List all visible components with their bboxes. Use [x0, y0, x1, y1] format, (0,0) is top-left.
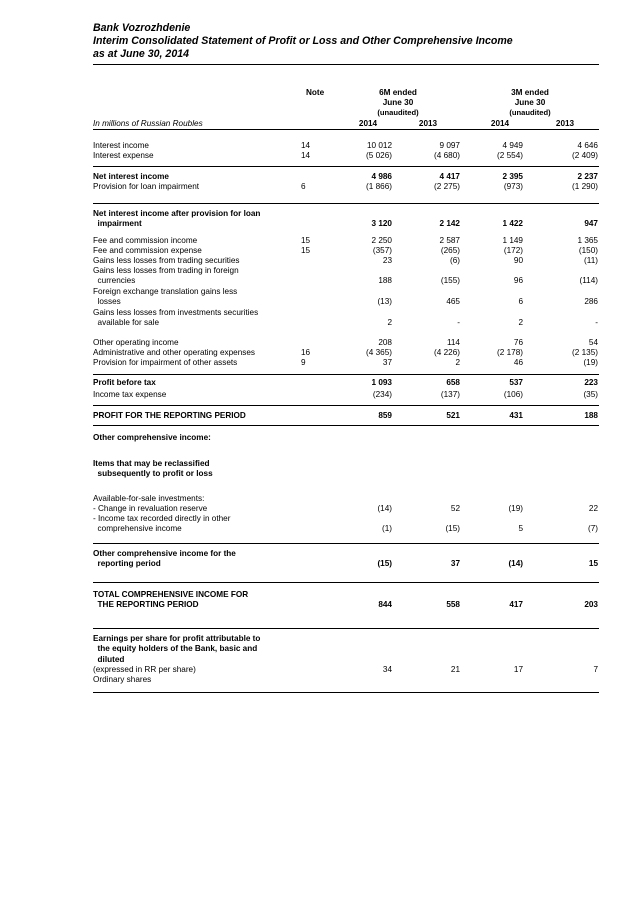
row-value: 37: [382, 358, 392, 367]
row-value: 54: [588, 338, 598, 347]
row-value: -: [457, 318, 460, 328]
row-divider: [93, 203, 599, 204]
row-value: (5 026): [366, 151, 392, 160]
row-value: 46: [513, 358, 523, 367]
row-value: 558: [446, 600, 460, 610]
row-value: 431: [509, 411, 523, 420]
row-value: (19): [508, 504, 523, 513]
row-value: (973): [503, 182, 523, 191]
row-value: 537: [509, 378, 523, 387]
row-label: Administrative and other operating expenses: [93, 348, 256, 357]
row-value: 465: [446, 297, 460, 307]
row-label: Provision for impairment of other assets: [93, 358, 238, 367]
row-note: 15: [301, 246, 311, 255]
row-label: Gains less losses from trading securities: [93, 256, 240, 265]
row-value: 188: [378, 276, 392, 286]
group2-status: (unaudited): [509, 108, 551, 117]
row-value: 4 949: [502, 141, 523, 150]
row-value: 9 097: [439, 141, 460, 150]
company-name: Bank Vozrozhdenie: [93, 22, 191, 34]
row-value: 76: [513, 338, 523, 347]
row-value: (172): [503, 246, 523, 255]
row-label: - Change in revaluation reserve: [93, 504, 208, 513]
row-value: (15): [445, 524, 460, 534]
row-value: 2 587: [439, 236, 460, 245]
row-value: 286: [584, 297, 598, 307]
row-label: Ordinary shares: [93, 675, 152, 684]
row-value: (1 866): [366, 182, 392, 191]
row-value: (2 178): [497, 348, 523, 357]
row-value: (114): [579, 276, 598, 286]
group1-status: (unaudited): [377, 108, 419, 117]
row-value: 947: [584, 219, 598, 229]
row-label: Net interest income: [93, 172, 169, 181]
row-value: 114: [446, 338, 460, 347]
row-value: (13): [377, 297, 392, 307]
year-2014-3m: 2014: [490, 119, 510, 128]
row-value: (14): [508, 559, 523, 569]
row-value: (2 554): [497, 151, 523, 160]
row-value: 23: [382, 256, 392, 265]
row-value: 10 012: [366, 141, 392, 150]
row-value: 4 646: [577, 141, 598, 150]
row-value: 2: [455, 358, 460, 367]
row-value: 417: [509, 600, 523, 610]
row-note: 16: [301, 348, 311, 357]
row-value: 2: [518, 318, 523, 328]
row-value: (155): [440, 276, 460, 286]
row-value: 4 417: [439, 172, 460, 181]
row-value: 1 149: [502, 236, 523, 245]
row-divider: [93, 405, 599, 406]
row-label: Income tax expense: [93, 390, 167, 399]
row-value: (2 409): [572, 151, 598, 160]
row-value: (15): [377, 559, 392, 569]
row-note: 14: [301, 151, 311, 160]
row-value: (106): [503, 390, 523, 399]
row-value: 34: [382, 665, 392, 674]
row-label: Other comprehensive income:: [93, 433, 211, 442]
row-divider: [93, 692, 599, 693]
row-value: 859: [378, 411, 392, 420]
row-value: 90: [513, 256, 523, 265]
row-value: 52: [450, 504, 460, 513]
row-value: 7: [593, 665, 598, 674]
row-divider: [93, 628, 599, 629]
group2-subtitle: June 30: [514, 98, 546, 107]
row-value: 2 395: [502, 172, 523, 181]
row-value: 22: [588, 504, 598, 513]
row-label: (expressed in RR per share): [93, 665, 196, 674]
row-value: (7): [587, 524, 598, 534]
row-value: 5: [518, 524, 523, 534]
statement-title: Interim Consolidated Statement of Profit or Loss and Other Comprehensive Income: [93, 35, 513, 47]
column-header-divider: [93, 129, 599, 130]
row-label: - Income tax recorded directly in other comprehensive income: [93, 514, 231, 534]
row-label: TOTAL COMPREHENSIVE INCOME FOR THE REPORTING PERIOD: [93, 590, 249, 610]
row-value: (4 226): [434, 348, 460, 357]
row-label: Gains less losses from investments securities available for sale: [93, 308, 259, 328]
units-label: In millions of Russian Roubles: [93, 119, 203, 128]
row-value: 1 422: [502, 219, 523, 229]
row-label: Gains less losses from trading in foreign currencies: [93, 266, 239, 286]
row-value: (4 680): [434, 151, 460, 160]
row-value: (2 275): [434, 182, 460, 191]
row-label: Other operating income: [93, 338, 179, 347]
row-value: (35): [583, 390, 598, 399]
row-value: 844: [378, 600, 392, 610]
row-value: (265): [440, 246, 460, 255]
row-divider: [93, 425, 599, 426]
note-column-header: Note: [306, 88, 325, 97]
group1-title: 6M ended: [379, 88, 417, 97]
row-divider: [93, 166, 599, 167]
row-note: 6: [301, 182, 306, 191]
row-value: (137): [440, 390, 460, 399]
row-divider: [93, 374, 599, 375]
row-value: 3 120: [371, 219, 392, 229]
row-value: (4 365): [366, 348, 392, 357]
row-value: 2 142: [439, 219, 460, 229]
row-value: (2 135): [572, 348, 598, 357]
row-label: PROFIT FOR THE REPORTING PERIOD: [93, 411, 246, 420]
row-value: 203: [584, 600, 598, 610]
row-label: Foreign exchange translation gains less losses: [93, 287, 238, 307]
row-label: Available-for-sale investments:: [93, 494, 205, 503]
year-2013-3m: 2013: [555, 119, 575, 128]
row-value: 6: [518, 297, 523, 307]
row-value: 96: [513, 276, 523, 286]
year-2013-6m: 2013: [418, 119, 438, 128]
year-2014-6m: 2014: [358, 119, 378, 128]
row-value: 521: [446, 411, 460, 420]
row-value: (357): [372, 246, 392, 255]
row-label: Other comprehensive income for the reporting period: [93, 549, 236, 569]
row-value: 208: [378, 338, 392, 347]
row-value: (150): [578, 246, 598, 255]
row-value: 658: [446, 378, 460, 387]
row-value: 188: [584, 411, 598, 420]
row-value: (19): [583, 358, 598, 367]
row-label: Items that may be reclassified subsequently to profit or loss: [93, 459, 213, 479]
row-value: 17: [513, 665, 523, 674]
row-value: 223: [584, 378, 598, 387]
row-value: 1 093: [371, 378, 392, 387]
group2-title: 3M ended: [511, 88, 549, 97]
document-header: [93, 22, 599, 61]
group1-subtitle: June 30: [382, 98, 414, 107]
row-value: -: [595, 318, 598, 328]
row-value: 2 250: [371, 236, 392, 245]
row-value: 15: [588, 559, 598, 569]
row-value: 2 237: [577, 172, 598, 181]
row-value: (1): [381, 524, 392, 534]
row-label: Fee and commission income: [93, 236, 198, 245]
row-value: (234): [372, 390, 392, 399]
row-label: Net interest income after provision for loan impairment: [93, 209, 261, 229]
row-label: Provision for loan impairment: [93, 182, 200, 191]
row-value: (1 290): [572, 182, 598, 191]
row-value: 21: [450, 665, 460, 674]
row-value: 37: [450, 559, 460, 569]
row-label: Profit before tax: [93, 378, 156, 387]
row-value: (11): [584, 256, 598, 265]
header-divider: [93, 64, 599, 65]
row-divider: [93, 543, 599, 544]
row-value: 1 365: [577, 236, 598, 245]
statement-date: as at June 30, 2014: [93, 48, 189, 60]
row-note: 15: [301, 236, 311, 245]
row-value: 4 986: [371, 172, 392, 181]
row-label: Fee and commission expense: [93, 246, 202, 255]
row-note: 9: [301, 358, 306, 367]
row-value: 2: [387, 318, 392, 328]
row-note: 14: [301, 141, 311, 150]
row-value: (14): [377, 504, 392, 513]
row-label: Interest income: [93, 141, 149, 150]
row-label: Interest expense: [93, 151, 154, 160]
row-value: (6): [449, 256, 460, 265]
row-label: Earnings per share for profit attributable to the equity holders of the Bank, basic and diluted: [93, 634, 261, 664]
row-divider: [93, 582, 599, 583]
